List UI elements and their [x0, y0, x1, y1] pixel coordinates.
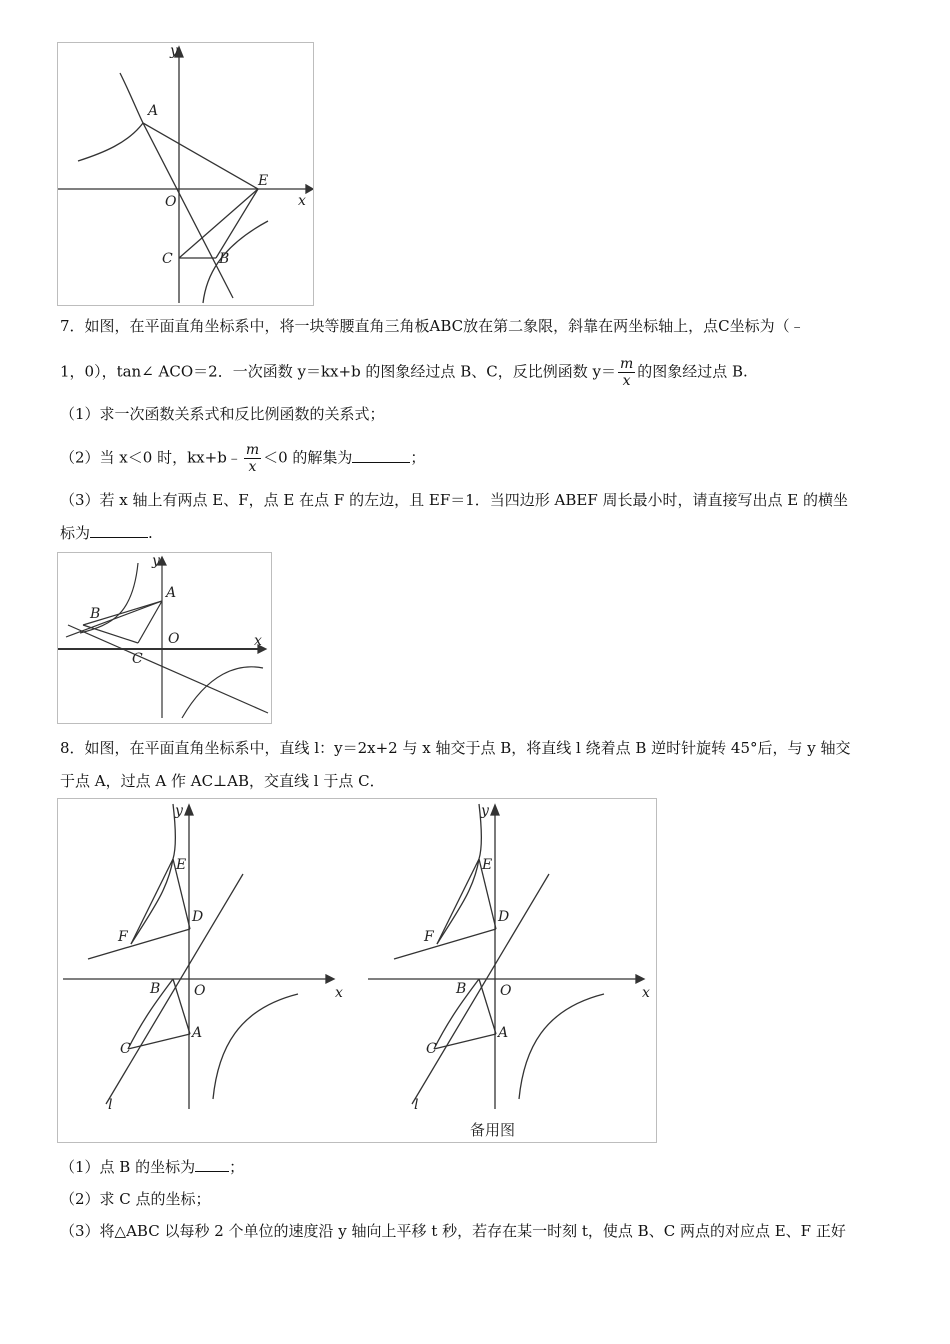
q7-part3b: 标为 .	[60, 524, 153, 542]
label-D: D	[192, 909, 204, 925]
q8-line1: 8．如图，在平面直角坐标系中，直线 l：y＝2x+2 与 x 轴交于点 B，将直线 l 绕着点 B 逆时针旋转 45°后，与 y 轴交	[60, 739, 851, 757]
figure-q6	[57, 42, 314, 306]
q7-part2a: （2）当 x＜0 时，kx+b﹣	[60, 448, 242, 467]
q7-line2	[60, 356, 748, 389]
label-O: O	[194, 983, 206, 999]
answer-blank-q7-3[interactable]	[90, 523, 148, 538]
answer-blank-q7-2[interactable]	[352, 448, 410, 463]
figure-q7	[57, 552, 272, 724]
label-x: x	[642, 985, 650, 1001]
label-x: x	[298, 193, 306, 209]
label-B: B	[456, 981, 467, 997]
caption-backup-figure: 备用图	[470, 1121, 516, 1139]
q8-part2: （2）求 C 点的坐标；	[60, 1190, 211, 1208]
label-O: O	[168, 631, 180, 647]
q7-part2c: ；	[410, 448, 426, 467]
label-D: D	[498, 909, 510, 925]
label-l: l	[108, 1097, 113, 1113]
label-E: E	[482, 857, 493, 873]
label-C: C	[426, 1041, 437, 1057]
q8-part1: （1）点 B 的坐标为 ；	[60, 1158, 245, 1176]
answer-blank-q8-1[interactable]	[195, 1157, 229, 1172]
label-l: l	[414, 1097, 419, 1113]
label-B: B	[219, 251, 230, 267]
label-F: F	[118, 929, 128, 945]
label-y: y	[152, 553, 160, 569]
q7-part3: （3）若 x 轴上有两点 E、F，点 E 在点 F 的左边，且 EF＝1．当四边形 ABEF 周长最小时，请直接写出点 E 的横坐	[60, 491, 849, 509]
label-A: A	[148, 103, 159, 119]
label-y: y	[175, 803, 183, 819]
q7-part2	[60, 442, 425, 475]
label-A: A	[166, 585, 177, 601]
label-C: C	[132, 651, 143, 667]
label-E: E	[176, 857, 187, 873]
label-C: C	[162, 251, 173, 267]
label-y: y	[170, 43, 178, 59]
label-B: B	[90, 606, 101, 622]
figure-q8	[57, 798, 657, 1143]
fraction-m-over-x-2: $\frac{m}{x}$	[245, 442, 260, 475]
label-C: C	[120, 1041, 131, 1057]
label-x: x	[254, 633, 262, 649]
label-x: x	[335, 985, 343, 1001]
label-y: y	[481, 803, 489, 819]
label-O: O	[500, 983, 512, 999]
q7-line2b: 的图象经过点 B.	[637, 362, 748, 381]
label-A: A	[498, 1025, 509, 1041]
q7-part2b: ＜0 的解集为	[263, 448, 353, 467]
label-A: A	[192, 1025, 203, 1041]
q8-line2: 于点 A，过点 A 作 AC⊥AB，交直线 l 于点 C．	[60, 772, 385, 790]
label-B: B	[150, 981, 161, 997]
label-E: E	[258, 173, 269, 189]
label-O: O	[165, 194, 177, 210]
q7-part1: （1）求一次函数关系式和反比例函数的关系式；	[60, 405, 385, 423]
q7-line2a: 1，0），tan∠ ACO＝2．一次函数 y＝kx+b 的图象经过点 B、C，反比例函数 y＝	[60, 362, 616, 381]
fraction-m-over-x: $\frac{m}{x}$	[619, 356, 634, 389]
q8-part3: （3）将△ABC 以每秒 2 个单位的速度沿 y 轴向上平移 t 秒，若存在某一时刻 t，使点 B、C 两点的对应点 E、F 正好	[60, 1222, 846, 1240]
q7-line1: 7．如图，在平面直角坐标系中，将一块等腰直角三角板ABC放在第二象限，斜靠在两坐标轴上，点C坐标为（﹣	[60, 317, 805, 335]
label-F: F	[424, 929, 434, 945]
